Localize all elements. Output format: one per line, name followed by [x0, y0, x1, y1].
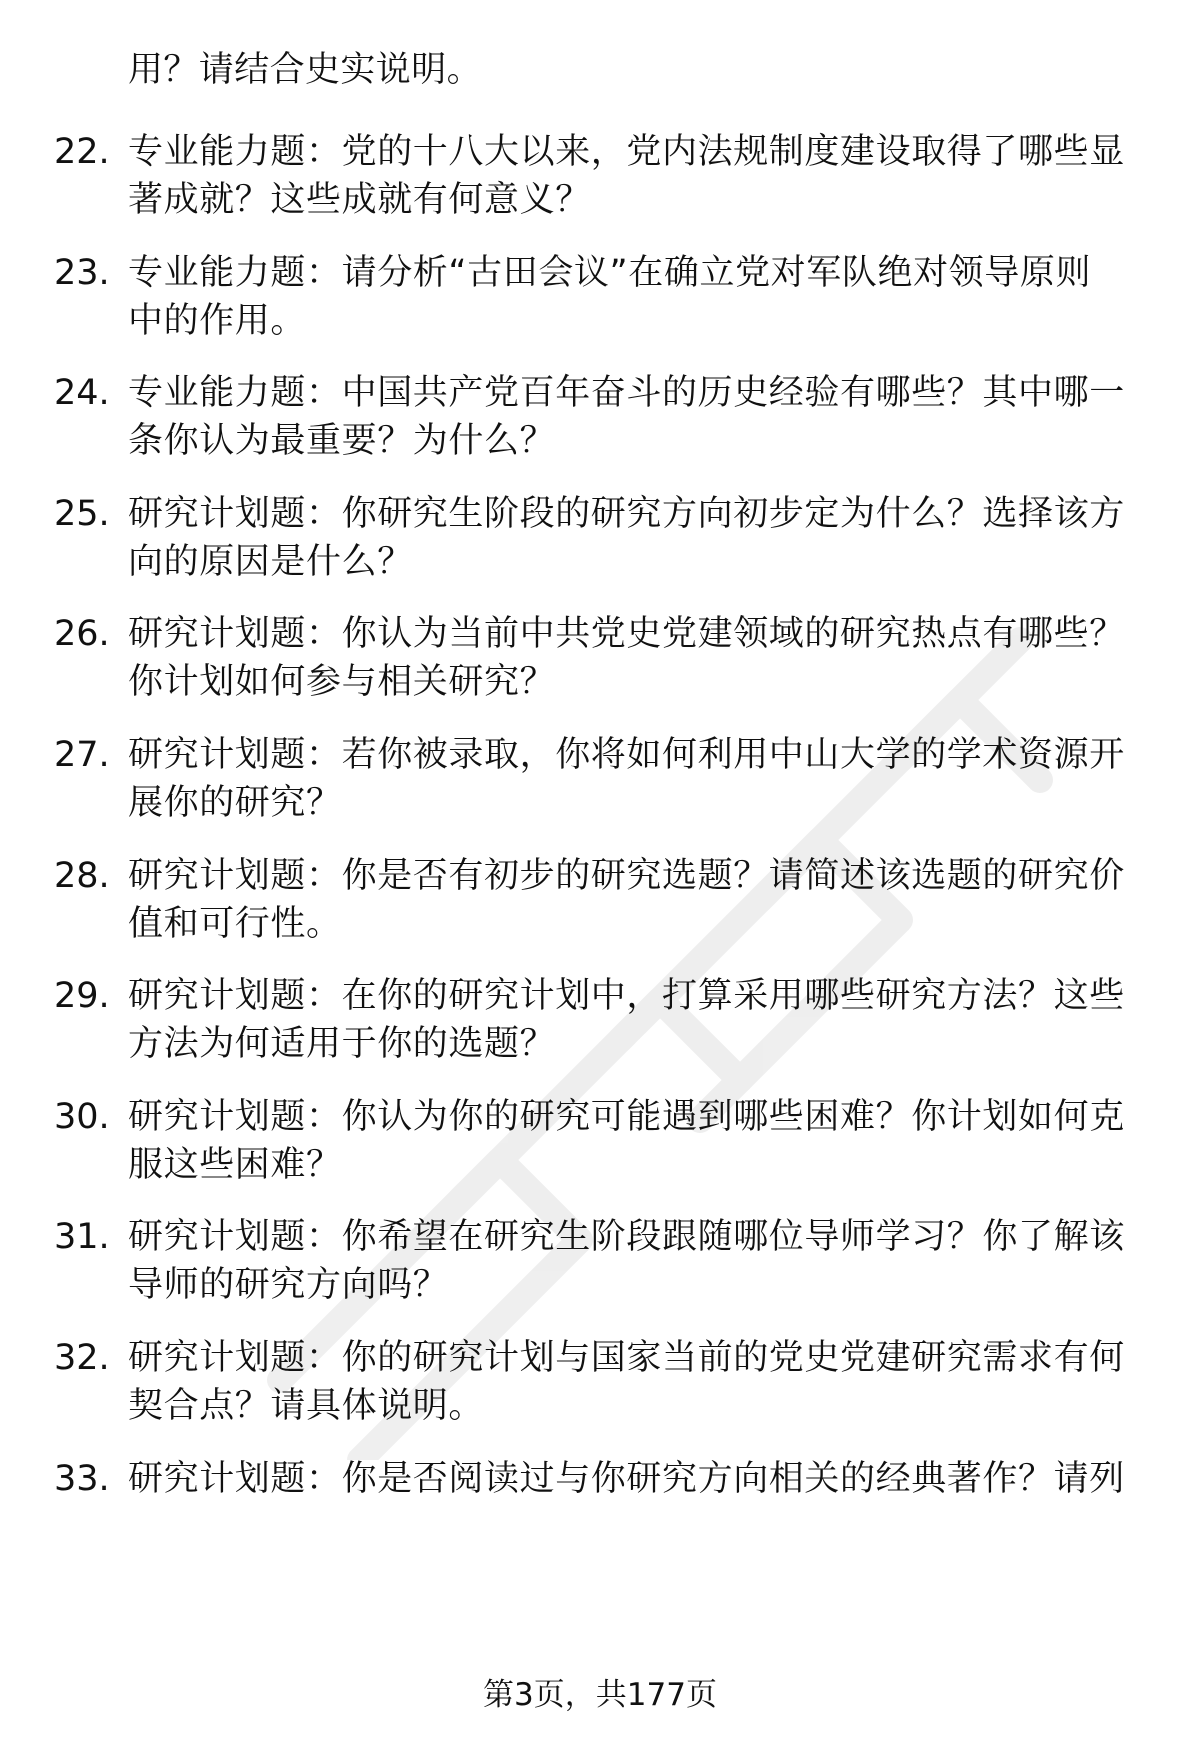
question-number: 32. [54, 1338, 110, 1378]
question-text-line2: 展你的研究？ [128, 783, 342, 823]
question-text-line1: 研究计划题：你是否阅读过与你研究方向相关的经典著作？请列 [128, 1459, 1125, 1499]
question-text-line1: 研究计划题：你的研究计划与国家当前的党史党建研究需求有何 [128, 1338, 1125, 1378]
question-number: 25. [54, 494, 110, 534]
page-footer: 第3页，共177页 [483, 1677, 717, 1713]
question-number: 23. [54, 253, 110, 293]
question-text-line1: 研究计划题：你研究生阶段的研究方向初步定为什么？选择该方 [128, 494, 1125, 534]
question-text-line2: 著成就？这些成就有何意义？ [128, 180, 591, 220]
question-text-line2: 方法为何适用于你的选题？ [128, 1024, 556, 1064]
question-text-line1: 专业能力题：中国共产党百年奋斗的历史经验有哪些？其中哪一 [128, 373, 1125, 413]
question-text-line1: 专业能力题：请分析“古田会议”在确立党对军队绝对领导原则 [128, 253, 1092, 293]
question-text-line1: 研究计划题：若你被录取，你将如何利用中山大学的学术资源开 [128, 735, 1125, 775]
question-number: 31. [54, 1217, 110, 1257]
question-text-line2: 你计划如何参与相关研究？ [128, 662, 556, 702]
question-text-line1: 研究计划题：你认为你的研究可能遇到哪些困难？你计划如何克 [128, 1097, 1125, 1137]
question-text-line2: 中的作用。 [128, 301, 307, 341]
question-number: 33. [54, 1459, 110, 1499]
question-text-line2: 导师的研究方向吗？ [128, 1265, 449, 1305]
question-text-line1: 研究计划题：你认为当前中共党史党建领域的研究热点有哪些？ [128, 614, 1125, 654]
question-number: 22. [54, 132, 110, 172]
question-text-line1: 研究计划题：你希望在研究生阶段跟随哪位导师学习？你了解该 [128, 1217, 1125, 1257]
question-number: 26. [54, 614, 110, 654]
question-number: 29. [54, 976, 110, 1016]
question-text-line2: 条你认为最重要？为什么？ [128, 421, 556, 461]
question-number: 24. [54, 373, 110, 413]
question-text-line1: 研究计划题：在你的研究计划中，打算采用哪些研究方法？这些 [128, 976, 1125, 1016]
question-text-line2: 向的原因是什么？ [128, 542, 413, 582]
question-text-line1: 专业能力题：党的十八大以来，党内法规制度建设取得了哪些显 [128, 132, 1125, 172]
question-text-line2: 契合点？请具体说明。 [128, 1386, 485, 1426]
question-number: 27. [54, 735, 110, 775]
continuation-text: 用？请结合史实说明。 [128, 50, 483, 90]
question-text-line2: 服这些困难？ [128, 1145, 342, 1185]
question-number: 28. [54, 856, 110, 896]
question-number: 30. [54, 1097, 110, 1137]
question-text-line1: 研究计划题：你是否有初步的研究选题？请简述该选题的研究价 [128, 856, 1125, 896]
question-text-line2: 值和可行性。 [128, 904, 342, 944]
